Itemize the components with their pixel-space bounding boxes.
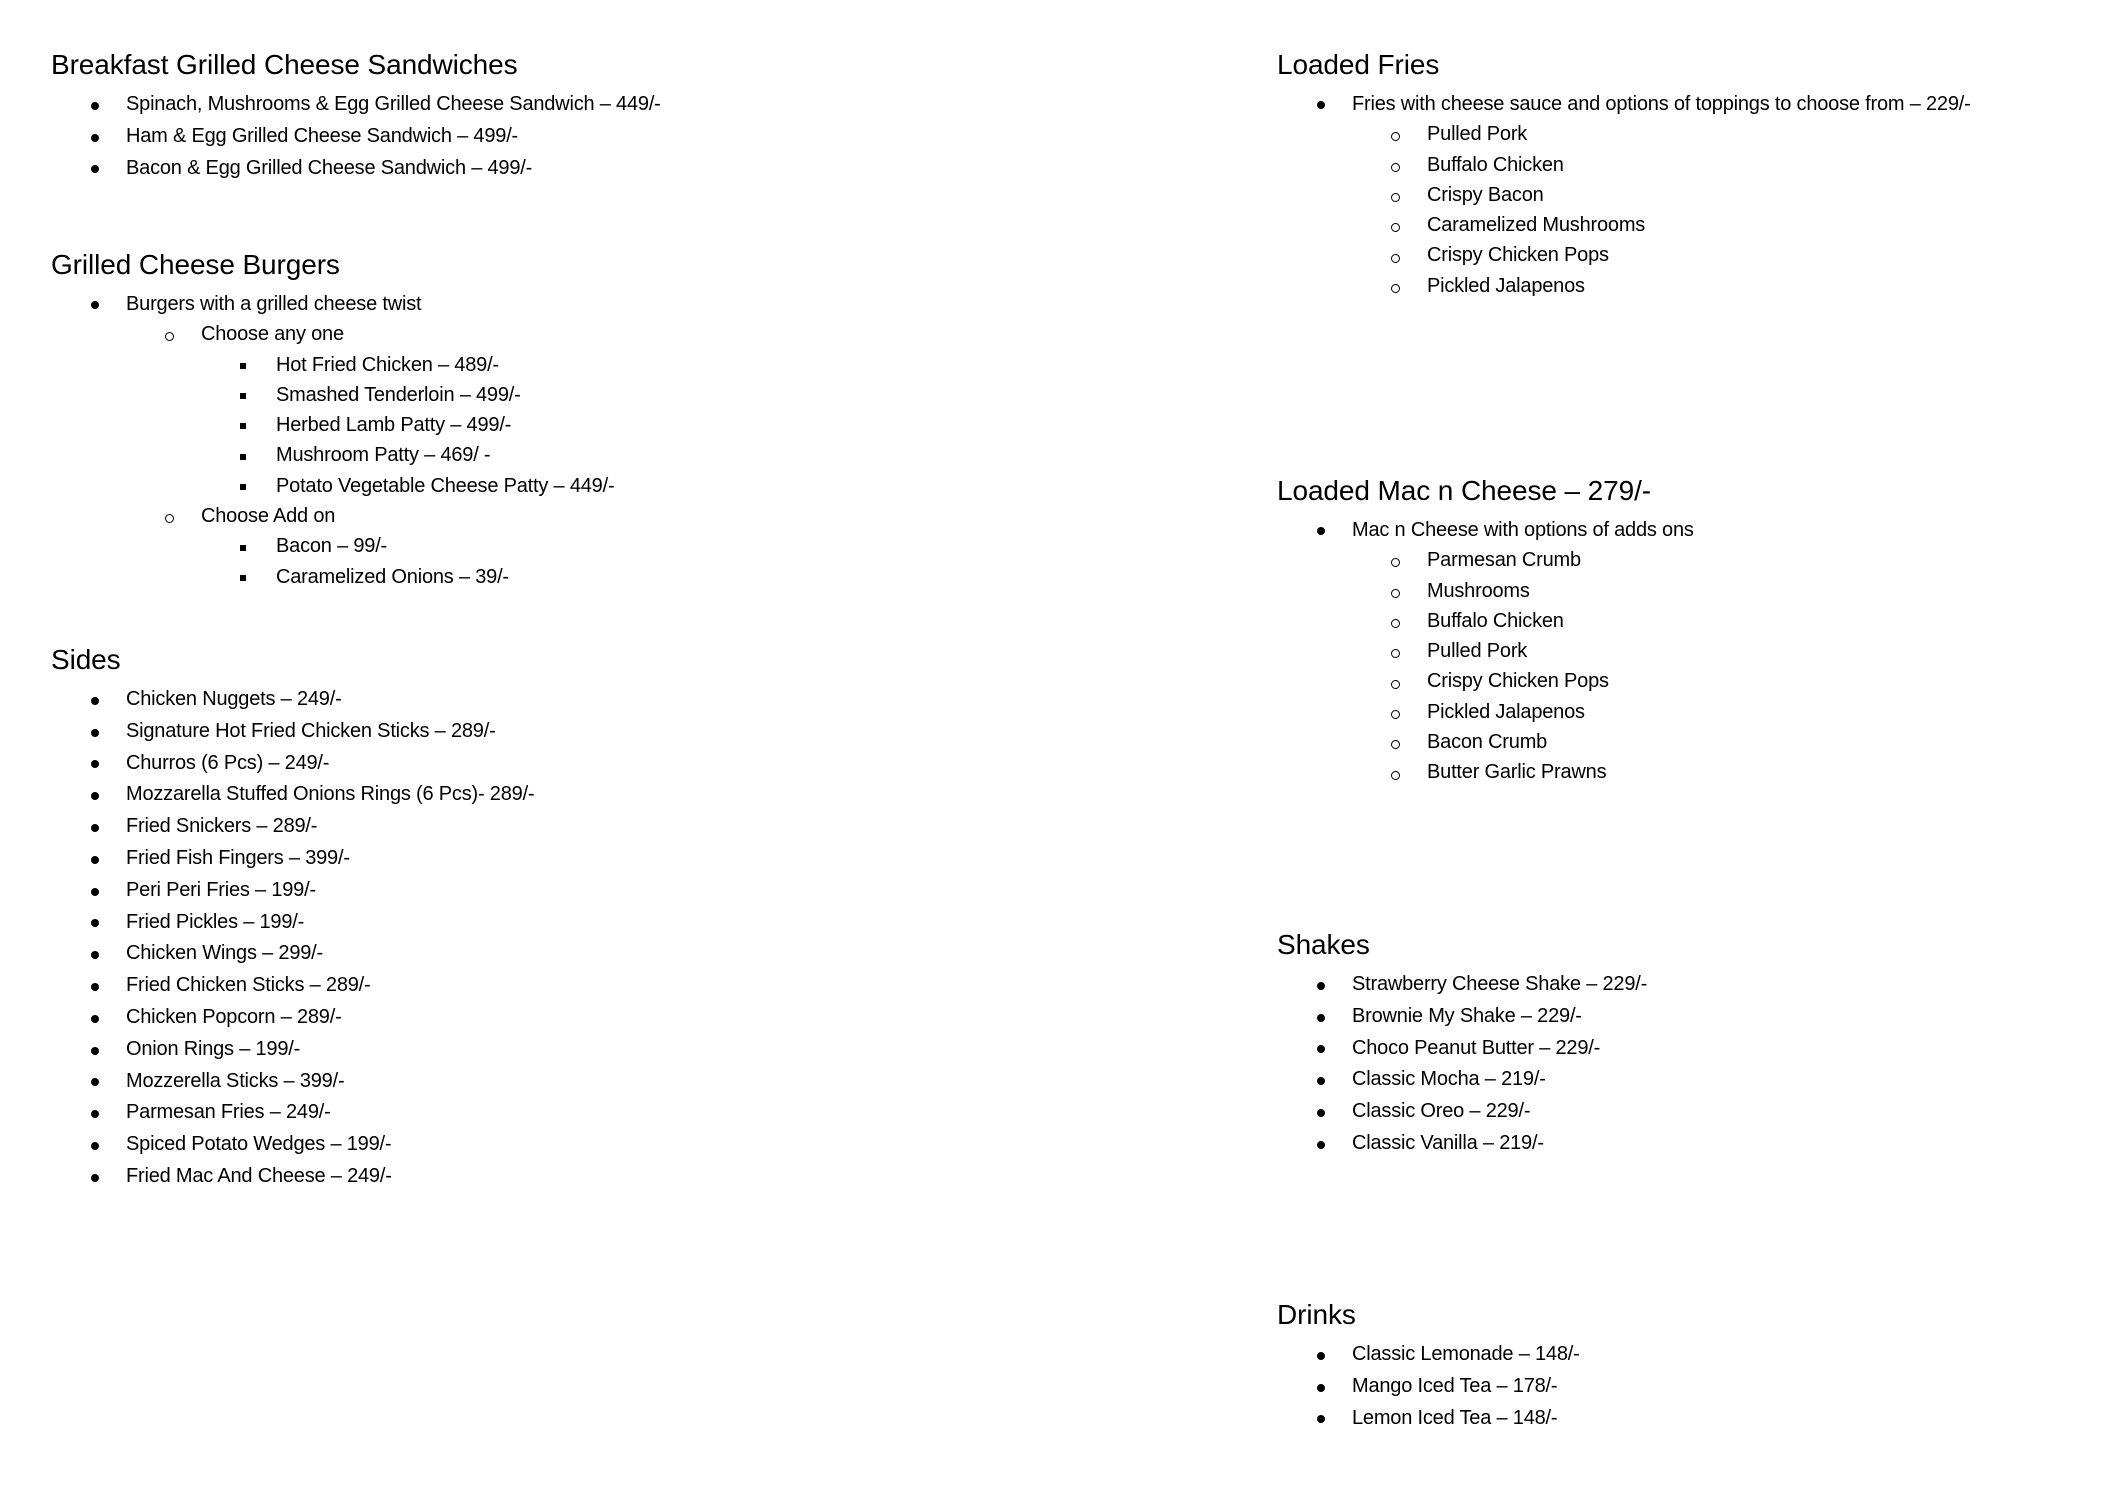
menu-item-text: Caramelized Onions – 39/- xyxy=(276,565,509,588)
filled-circle-bullet-icon xyxy=(91,301,99,309)
menu-item-text: Fried Snickers – 289/- xyxy=(126,815,318,838)
square-bullet-icon xyxy=(240,575,246,581)
menu-item xyxy=(51,1161,534,1193)
hollow-circle-bullet-icon xyxy=(1391,589,1400,598)
menu-item-text: Brownie My Shake – 229/- xyxy=(1352,1004,1582,1027)
menu-item-text: Signature Hot Fried Chicken Sticks – 289/- xyxy=(126,719,496,742)
menu-item xyxy=(51,410,614,440)
menu-item-text: Mushrooms xyxy=(1427,579,1530,602)
hollow-circle-bullet-icon xyxy=(1391,132,1400,141)
hollow-circle-bullet-icon xyxy=(1391,223,1400,232)
menu-item xyxy=(1277,89,1971,119)
section-loaded-mac-n-cheese xyxy=(1277,473,1694,788)
menu-item xyxy=(1277,727,1694,757)
menu-item-text: Crispy Bacon xyxy=(1427,183,1544,206)
menu-item xyxy=(51,1129,534,1161)
hollow-circle-bullet-icon xyxy=(1391,649,1400,658)
filled-circle-bullet-icon xyxy=(1317,1077,1325,1085)
menu-item xyxy=(1277,1339,1580,1371)
filled-circle-bullet-icon xyxy=(91,1047,99,1055)
section-heading: Loaded Fries xyxy=(1277,49,1440,80)
square-bullet-icon xyxy=(240,484,246,490)
menu-item xyxy=(51,748,534,780)
section-heading: Breakfast Grilled Cheese Sandwiches xyxy=(51,49,518,80)
menu-item-text: Mango Iced Tea – 178/- xyxy=(1352,1374,1558,1397)
menu-item-text: Butter Garlic Prawns xyxy=(1427,761,1607,784)
filled-circle-bullet-icon xyxy=(91,983,99,991)
menu-item-text: Mozzerella Sticks – 399/- xyxy=(126,1069,345,1092)
menu-item-text: Classic Lemonade – 148/- xyxy=(1352,1343,1580,1365)
menu-item-text: Herbed Lamb Patty – 499/- xyxy=(276,414,512,437)
menu-item xyxy=(1277,545,1694,575)
menu-item xyxy=(51,907,534,939)
hollow-circle-bullet-icon xyxy=(165,332,174,341)
square-bullet-icon xyxy=(240,363,246,369)
menu-item xyxy=(51,531,614,561)
filled-circle-bullet-icon xyxy=(1317,1141,1325,1149)
menu-item xyxy=(51,562,614,592)
menu-item xyxy=(51,380,614,410)
square-bullet-icon xyxy=(240,393,246,399)
square-bullet-icon xyxy=(240,423,246,429)
menu-item xyxy=(1277,1064,1647,1096)
hollow-circle-bullet-icon xyxy=(165,514,174,523)
menu-item xyxy=(51,1002,534,1034)
filled-circle-bullet-icon xyxy=(91,888,99,896)
menu-item xyxy=(51,501,614,531)
menu-list xyxy=(51,89,661,184)
filled-circle-bullet-icon xyxy=(91,1078,99,1086)
menu-item-text: Pickled Jalapenos xyxy=(1427,700,1585,723)
menu-list xyxy=(1277,515,1694,788)
section-heading: Loaded Mac n Cheese – 279/- xyxy=(1277,475,1652,506)
filled-circle-bullet-icon xyxy=(91,760,99,768)
menu-item xyxy=(51,938,534,970)
menu-item xyxy=(1277,180,1971,210)
menu-item-text: Fries with cheese sauce and options of toppings to choose from – 229/- xyxy=(1352,93,1971,115)
filled-circle-bullet-icon xyxy=(1317,1352,1325,1360)
menu-item-text: Fried Chicken Sticks – 289/- xyxy=(126,974,371,997)
section-heading: Sides xyxy=(51,644,121,675)
filled-circle-bullet-icon xyxy=(91,919,99,927)
menu-item xyxy=(1277,1033,1647,1065)
filled-circle-bullet-icon xyxy=(91,697,99,705)
menu-item-text: Onion Rings – 199/- xyxy=(126,1037,301,1060)
menu-item xyxy=(1277,150,1971,180)
filled-circle-bullet-icon xyxy=(91,824,99,832)
filled-circle-bullet-icon xyxy=(91,1015,99,1023)
menu-list xyxy=(1277,1339,1580,1434)
menu-item xyxy=(51,440,614,470)
menu-item xyxy=(51,779,534,811)
menu-list xyxy=(1277,969,1647,1160)
filled-circle-bullet-icon xyxy=(91,1142,99,1150)
menu-item xyxy=(1277,515,1694,545)
hollow-circle-bullet-icon xyxy=(1391,163,1400,172)
section-heading: Shakes xyxy=(1277,929,1370,960)
menu-item-text: Strawberry Cheese Shake – 229/- xyxy=(1352,973,1648,995)
menu-item xyxy=(1277,969,1647,1001)
square-bullet-icon xyxy=(240,545,246,551)
menu-item-text: Classic Mocha – 219/- xyxy=(1352,1068,1546,1091)
menu-item xyxy=(1277,1403,1580,1435)
menu-item xyxy=(1277,119,1971,149)
menu-item xyxy=(51,319,614,349)
menu-item-text: Mozzarella Stuffed Onions Rings (6 Pcs)- 289/- xyxy=(126,783,535,806)
menu-item xyxy=(51,350,614,380)
section-heading: Drinks xyxy=(1277,1299,1356,1330)
menu-item xyxy=(51,89,661,121)
menu-item-text: Parmesan Fries – 249/- xyxy=(126,1101,331,1124)
filled-circle-bullet-icon xyxy=(1317,1045,1325,1053)
section-shakes xyxy=(1277,927,1647,1160)
menu-item-text: Pickled Jalapenos xyxy=(1427,274,1585,297)
section-loaded-fries xyxy=(1277,47,1971,301)
menu-item-text: Chicken Popcorn – 289/- xyxy=(126,1005,342,1028)
menu-item xyxy=(1277,1128,1647,1160)
filled-circle-bullet-icon xyxy=(91,134,99,142)
hollow-circle-bullet-icon xyxy=(1391,254,1400,263)
menu-item-text: Bacon – 99/- xyxy=(276,535,388,558)
menu-item xyxy=(51,811,534,843)
section-heading: Grilled Cheese Burgers xyxy=(51,249,340,280)
hollow-circle-bullet-icon xyxy=(1391,193,1400,202)
menu-item-text: Pulled Pork xyxy=(1427,123,1528,146)
section-sides xyxy=(51,642,534,1193)
menu-item-text: Crispy Chicken Pops xyxy=(1427,670,1609,693)
menu-item-text: Peri Peri Fries – 199/- xyxy=(126,878,316,901)
menu-item-text: Choose any one xyxy=(201,323,344,346)
menu-item-text: Buffalo Chicken xyxy=(1427,609,1564,632)
menu-item-text: Chicken Wings – 299/- xyxy=(126,942,324,965)
menu-item xyxy=(1277,666,1694,696)
filled-circle-bullet-icon xyxy=(1317,1109,1325,1117)
section-drinks xyxy=(1277,1297,1580,1434)
menu-item-text: Churros (6 Pcs) – 249/- xyxy=(126,751,330,774)
hollow-circle-bullet-icon xyxy=(1391,284,1400,293)
menu-item xyxy=(51,471,614,501)
menu-item xyxy=(51,843,534,875)
menu-item-text: Smashed Tenderloin – 499/- xyxy=(276,383,521,406)
filled-circle-bullet-icon xyxy=(1317,1014,1325,1022)
filled-circle-bullet-icon xyxy=(91,165,99,173)
menu-item xyxy=(1277,697,1694,727)
menu-item-text: Bacon & Egg Grilled Cheese Sandwich – 499/- xyxy=(126,156,533,179)
filled-circle-bullet-icon xyxy=(91,951,99,959)
menu-item xyxy=(1277,271,1971,301)
menu-item xyxy=(1277,606,1694,636)
menu-item-text: Caramelized Mushrooms xyxy=(1427,214,1646,237)
filled-circle-bullet-icon xyxy=(91,792,99,800)
filled-circle-bullet-icon xyxy=(1317,101,1325,109)
menu-item xyxy=(51,875,534,907)
menu-item xyxy=(1277,1096,1647,1128)
filled-circle-bullet-icon xyxy=(91,102,99,110)
menu-item xyxy=(51,716,534,748)
section-grilled-cheese-burgers xyxy=(51,247,614,592)
menu-item xyxy=(51,121,661,153)
filled-circle-bullet-icon xyxy=(1317,982,1325,990)
filled-circle-bullet-icon xyxy=(91,1110,99,1118)
menu-item-text: Fried Pickles – 199/- xyxy=(126,910,305,933)
hollow-circle-bullet-icon xyxy=(1391,619,1400,628)
menu-item xyxy=(51,684,534,716)
filled-circle-bullet-icon xyxy=(1317,1415,1325,1423)
menu-item-text: Hot Fried Chicken – 489/- xyxy=(276,353,499,376)
menu-item-text: Fried Fish Fingers – 399/- xyxy=(126,846,350,869)
hollow-circle-bullet-icon xyxy=(1391,680,1400,689)
menu-item xyxy=(1277,1001,1647,1033)
menu-item-text: Pulled Pork xyxy=(1427,640,1528,663)
menu-item-text: Classic Oreo – 229/- xyxy=(1352,1100,1531,1123)
hollow-circle-bullet-icon xyxy=(1391,710,1400,719)
menu-list xyxy=(51,684,534,1193)
menu-item-text: Classic Vanilla – 219/- xyxy=(1352,1131,1544,1154)
menu-item xyxy=(51,970,534,1002)
filled-circle-bullet-icon xyxy=(1317,1384,1325,1392)
menu-item-text: Spinach, Mushrooms & Egg Grilled Cheese Sandwich – 449/- xyxy=(126,93,661,115)
menu-item-text: Bacon Crumb xyxy=(1427,731,1548,754)
menu-item xyxy=(51,1066,534,1098)
menu-item-text: Ham & Egg Grilled Cheese Sandwich – 499/- xyxy=(126,124,519,147)
filled-circle-bullet-icon xyxy=(91,1174,99,1182)
menu-item xyxy=(1277,240,1971,270)
hollow-circle-bullet-icon xyxy=(1391,740,1400,749)
menu-item xyxy=(51,153,661,185)
square-bullet-icon xyxy=(240,454,246,460)
menu-item-text: Lemon Iced Tea – 148/- xyxy=(1352,1406,1558,1429)
menu-item xyxy=(1277,636,1694,666)
menu-item-text: Buffalo Chicken xyxy=(1427,153,1564,176)
menu-item-text: Mushroom Patty – 469/ - xyxy=(276,444,491,467)
menu-item-text: Choco Peanut Butter – 229/- xyxy=(1352,1036,1601,1059)
menu-item xyxy=(1277,1371,1580,1403)
menu-item-text: Parmesan Crumb xyxy=(1427,549,1581,572)
menu-item xyxy=(1277,757,1694,787)
filled-circle-bullet-icon xyxy=(91,856,99,864)
menu-list xyxy=(1277,89,1971,301)
menu-item-text: Potato Vegetable Cheese Patty – 449/- xyxy=(276,474,615,497)
filled-circle-bullet-icon xyxy=(91,729,99,737)
menu-item-text: Fried Mac And Cheese – 249/- xyxy=(126,1164,392,1187)
menu-item-text: Choose Add on xyxy=(201,505,336,528)
menu-item-text: Mac n Cheese with options of adds ons xyxy=(1352,519,1694,541)
section-breakfast-grilled-cheese xyxy=(51,47,661,184)
menu-item xyxy=(1277,210,1971,240)
hollow-circle-bullet-icon xyxy=(1391,558,1400,567)
menu-item-text: Chicken Nuggets – 249/- xyxy=(126,688,342,710)
filled-circle-bullet-icon xyxy=(1317,527,1325,535)
menu-item xyxy=(51,289,614,319)
menu-list xyxy=(51,289,614,592)
menu-item-text: Crispy Chicken Pops xyxy=(1427,244,1609,267)
menu-item-text: Burgers with a grilled cheese twist xyxy=(126,293,422,315)
menu-item xyxy=(1277,576,1694,606)
menu-item-text: Spiced Potato Wedges – 199/- xyxy=(126,1133,392,1156)
menu-item xyxy=(51,1034,534,1066)
hollow-circle-bullet-icon xyxy=(1391,771,1400,780)
menu-item xyxy=(51,1097,534,1129)
